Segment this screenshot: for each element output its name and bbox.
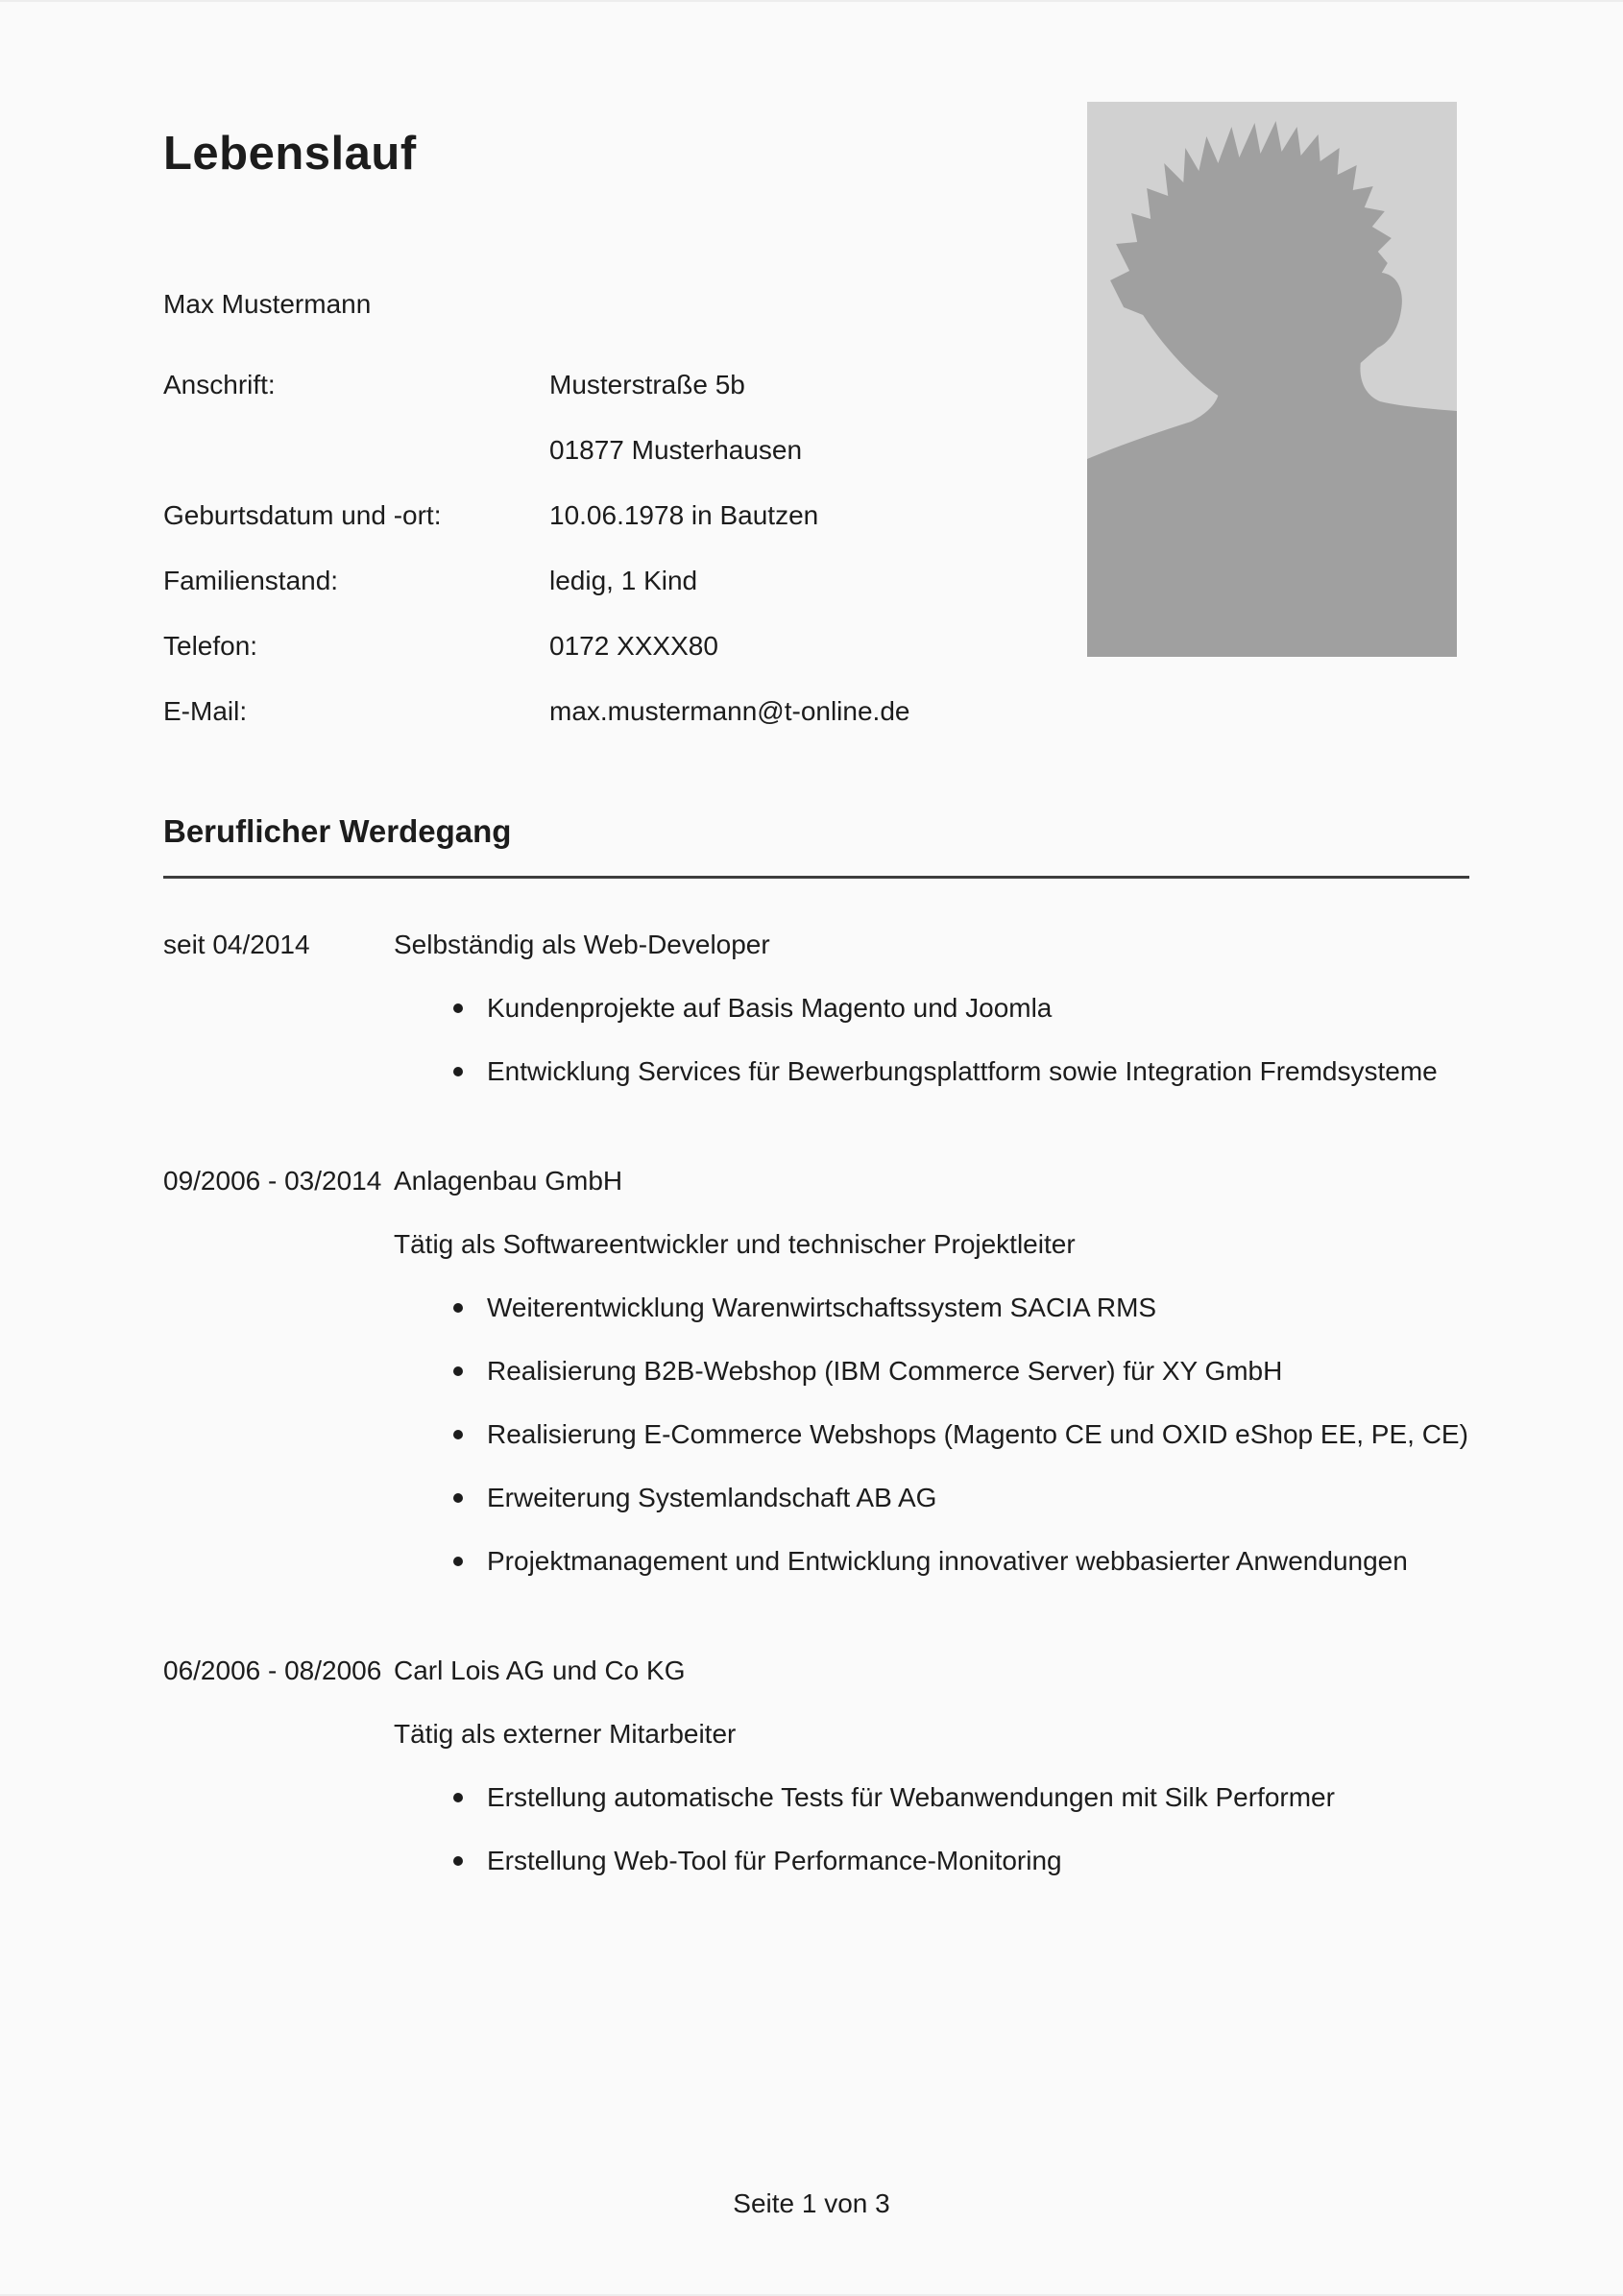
portrait-silhouette-icon [1087, 102, 1457, 657]
entry-period: 06/2006 - 08/2006 [163, 1656, 382, 1685]
info-label: Familienstand: [163, 566, 339, 595]
info-label: Telefon: [163, 631, 258, 661]
entry-title: Anlagenbau GmbH [394, 1166, 623, 1196]
entry-bullet-list [451, 1288, 1469, 1582]
entry-period: seit 04/2014 [163, 930, 310, 959]
profile-photo [1087, 102, 1457, 657]
entry-title: Carl Lois AG und Co KG [394, 1656, 686, 1685]
bullet-item: Weiterentwicklung Warenwirtschaftssystem SACIA RMS [451, 1288, 1469, 1328]
entry-title: Selbständig als Web-Developer [394, 930, 770, 959]
bullet-item: Erstellung Web-Tool für Performance-Monitoring [451, 1841, 1469, 1881]
info-label [163, 430, 549, 471]
info-label: Geburtsdatum und -ort: [163, 500, 442, 530]
bullet-item: Realisierung E-Commerce Webshops (Magento CE und OXID eShop EE, PE, CE) [451, 1414, 1469, 1455]
bullet-item: Erweiterung Systemlandschaft AB AG [451, 1478, 1469, 1518]
entry-body [394, 925, 1469, 1115]
bullet-item: Erstellung automatische Tests für Webanwendungen mit Silk Performer [451, 1777, 1469, 1818]
bullet-item: Entwicklung Services für Bewerbungsplattform sowie Integration Fremdsysteme [451, 1051, 1469, 1092]
entry-subtitle: Tätig als Softwareentwickler und technischer Projektleiter [394, 1229, 1076, 1259]
career-entry [163, 1161, 1469, 1605]
career-entry [163, 1651, 1469, 1904]
info-label: Anschrift: [163, 370, 276, 399]
bullet-item: Projektmanagement und Entwicklung innovativer webbasierter Anwendungen [451, 1541, 1469, 1582]
info-value: 0172 XXXX80 [549, 631, 718, 661]
info-value: max.mustermann@t-online.de [549, 696, 910, 726]
info-label: E-Mail: [163, 696, 248, 726]
career-entry [163, 925, 1469, 1115]
info-value: Musterstraße 5b [549, 370, 745, 399]
entry-subtitle: Tätig als externer Mitarbeiter [394, 1719, 737, 1749]
bullet-item: Realisierung B2B-Webshop (IBM Commerce Server) für XY GmbH [451, 1351, 1469, 1391]
entry-bullet-list [451, 1777, 1469, 1881]
page-title: Lebenslauf [163, 128, 417, 180]
info-value: 10.06.1978 in Bautzen [549, 500, 819, 530]
page-footer: Seite 1 von 3 [733, 2188, 890, 2218]
entry-period: 09/2006 - 03/2014 [163, 1166, 382, 1196]
entry-body [394, 1651, 1469, 1904]
applicant-name: Max Mustermann [163, 289, 372, 319]
info-value: 01877 Musterhausen [549, 435, 803, 465]
bullet-item: Kundenprojekte auf Basis Magento und Joomla [451, 988, 1469, 1028]
section-divider [163, 876, 1469, 879]
entry-bullet-list [451, 988, 1469, 1092]
entry-body [394, 1161, 1469, 1605]
info-value: ledig, 1 Kind [549, 566, 698, 595]
section-heading-career: Beruflicher Werdegang [163, 813, 512, 849]
